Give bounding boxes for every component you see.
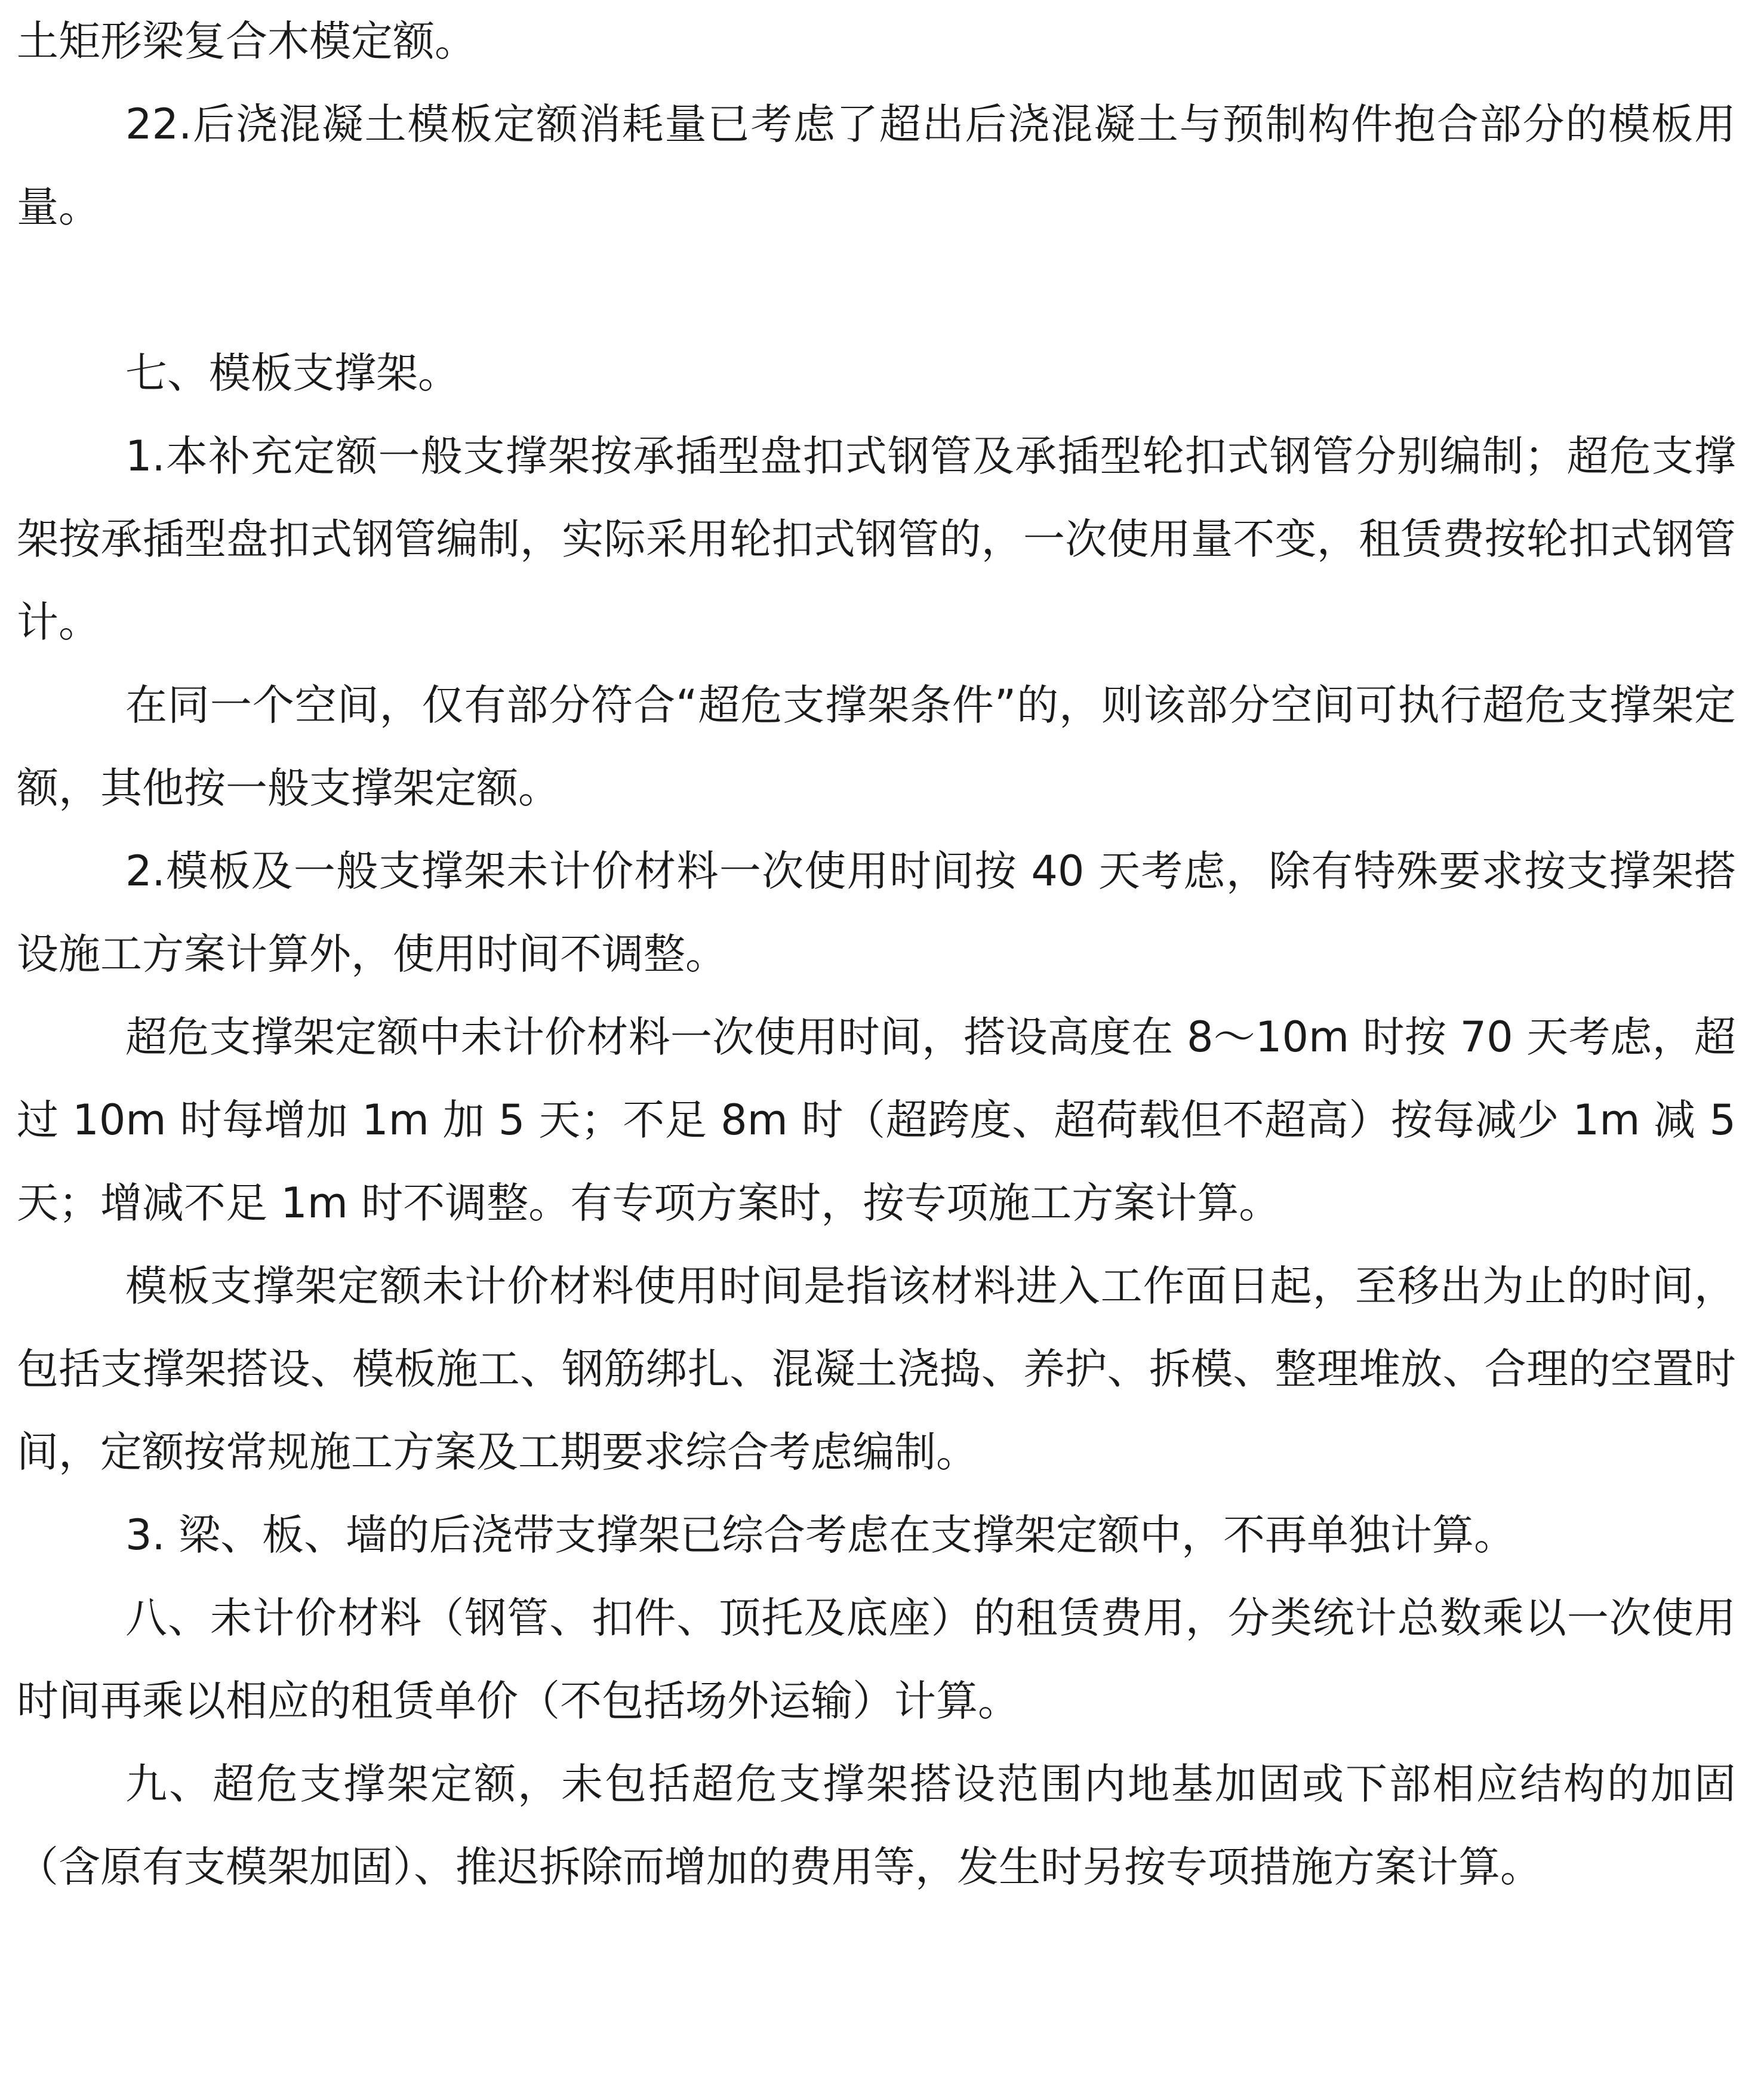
paragraph-item-2: 2.模板及一般支撑架未计价材料一次使用时间按 40 天考虑，除有特殊要求按支撑架搭设施工方案计算外，使用时间不调整。 — [17, 847, 1736, 979]
paragraph-item-22: 22.后浇混凝土模板定额消耗量已考虑了超出后浇混凝土与预制构件抱合部分的模板用量。 — [17, 100, 1736, 232]
section-heading-7: 七、模板支撑架。 — [125, 349, 460, 398]
paragraph-item-1: 1.本补充定额一般支撑架按承插型盘扣式钢管及承插型轮扣式钢管分别编制；超危支撑架按承插型盘扣式钢管编制，实际采用轮扣式钢管的，一次使用量不变，租赁费按轮扣式钢管计。 — [17, 432, 1736, 647]
paragraph-same-space: 在同一个空间，仅有部分符合“超危支撑架条件”的，则该部分空间可执行超危支撑架定额，其他按一般支撑架定额。 — [17, 681, 1736, 813]
section-heading-8: 八、未计价材料（钢管、扣件、顶托及底座）的租赁费用，分类统计总数乘以一次使用时间再乘以相应的租赁单价（不包括场外运输）计算。 — [17, 1593, 1736, 1725]
document-page — [17, 0, 1736, 1909]
paragraph-item-3: 3. 梁、板、墙的后浇带支撑架已综合考虑在支撑架定额中，不再单独计算。 — [125, 1510, 1516, 1559]
paragraph-spacer — [17, 249, 1736, 332]
section-heading-9: 九、超危支撑架定额，未包括超危支撑架搭设范围内地基加固或下部相应结构的加固（含原有支模架加固）、推迟拆除而增加的费用等，发生时另按专项措施方案计算。 — [17, 1759, 1736, 1891]
paragraph-usage-time: 模板支撑架定额未计价材料使用时间是指该材料进入工作面日起，至移出为止的时间，包括支撑架搭设、模板施工、钢筋绑扎、混凝土浇捣、养护、拆模、整理堆放、合理的空置时间，定额按常规施工方案及工期要求综合考虑编制。 — [17, 1262, 1736, 1476]
paragraph-high-risk-time: 超危支撑架定额中未计价材料一次使用时间，搭设高度在 8～10m 时按 70 天考虑，超过 10m 时每增加 1m 加 5 天；不足 8m 时（超跨度、超荷载但不超高）按每减少 1m 减 5 天；增减不足 1m 时不调整。有专项方案时，按专项施工方案计算。 — [17, 1013, 1736, 1227]
paragraph-continued: 土矩形梁复合木模定额。 — [17, 17, 476, 66]
